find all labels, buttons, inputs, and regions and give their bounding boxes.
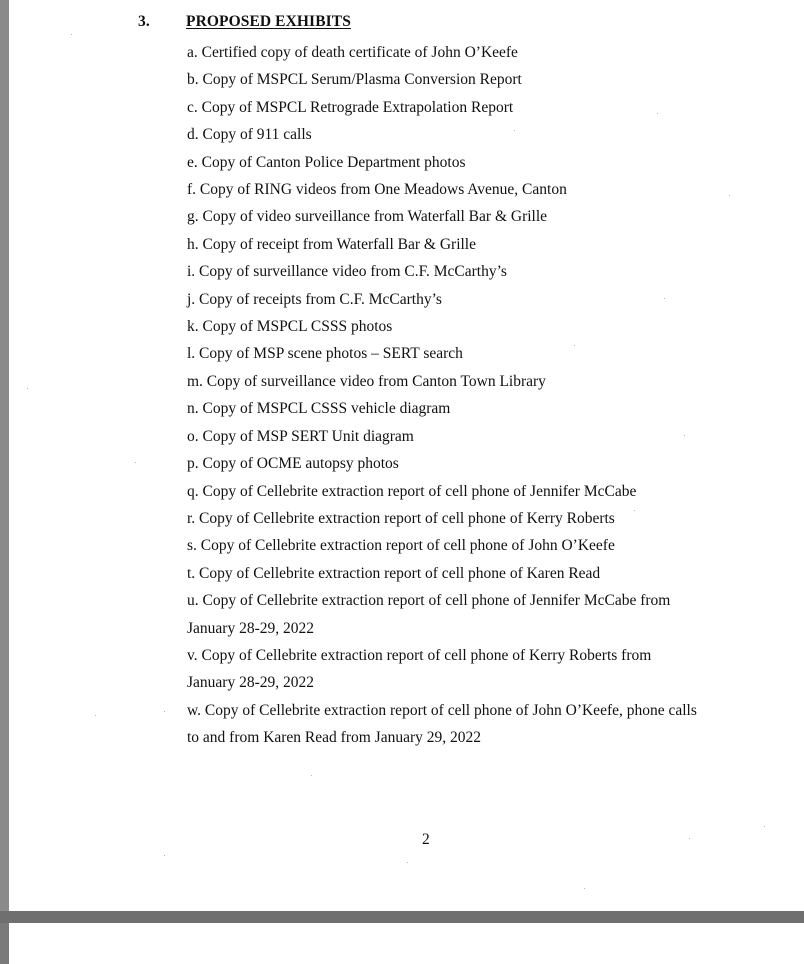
scan-speck [684,435,685,436]
section-title: PROPOSED EXHIBITS [186,13,351,30]
list-item: w. Copy of Cellebrite extraction report of cell phone of John O’Keefe, phone calls [187,701,697,719]
list-item-continuation: January 28-29, 2022 [187,674,314,692]
list-item: k. Copy of MSPCL CSSS photos [187,318,393,336]
scan-speck [657,113,658,114]
list-item: t. Copy of Cellebrite extraction report of cell phone of Karen Read [187,564,601,582]
scan-speck [407,862,408,863]
list-item: p. Copy of OCME autopsy photos [187,455,399,473]
list-item: r. Copy of Cellebrite extraction report of cell phone of Kerry Roberts [187,509,615,527]
scan-speck [27,388,28,389]
scan-speck [164,711,165,712]
list-item: h. Copy of receipt from Waterfall Bar & Grille [187,235,476,253]
scan-speck [574,345,575,346]
list-item: v. Copy of Cellebrite extraction report of cell phone of Kerry Roberts from [187,646,652,664]
scan-speck [764,826,765,827]
scan-speck [95,715,96,716]
scan-speck [584,888,585,889]
list-item: d. Copy of 911 calls [187,126,312,144]
scan-speck [634,510,635,511]
scan-speck [71,34,72,35]
list-item-continuation: January 28-29, 2022 [187,619,314,637]
document-page [9,0,804,911]
list-item: s. Copy of Cellebrite extraction report of cell phone of John O’Keefe [187,537,615,555]
list-item: l. Copy of MSP scene photos – SERT search [187,345,463,363]
list-item: e. Copy of Canton Police Department photos [187,153,466,171]
list-item: m. Copy of surveillance video from Canton Town Library [187,372,546,390]
scan-speck [729,195,730,196]
scan-speck [164,855,165,856]
scan-speck [689,838,690,839]
list-item: a. Certified copy of death certificate of John O’Keefe [187,44,518,61]
list-item: f. Copy of RING videos from One Meadows Avenue, Canton [187,181,567,199]
list-item: u. Copy of Cellebrite extraction report of cell phone of Jennifer McCabe from [187,592,671,610]
section-number: 3. [138,13,150,30]
page-separator [0,911,804,923]
next-page [9,923,804,964]
list-item: q. Copy of Cellebrite extraction report of cell phone of Jennifer McCabe [187,482,637,500]
viewer-left-gutter [0,0,9,911]
page-number: 2 [422,831,430,848]
exhibit-list [187,39,697,752]
list-item: j. Copy of receipts from C.F. McCarthy’s [187,290,442,308]
scan-speck [135,462,136,463]
list-item: b. Copy of MSPCL Serum/Plasma Conversion Report [187,71,522,89]
list-item: n. Copy of MSPCL CSSS vehicle diagram [187,400,451,418]
section-heading [138,13,351,31]
scan-speck [664,298,665,299]
list-item: o. Copy of MSP SERT Unit diagram [187,427,414,445]
list-item: i. Copy of surveillance video from C.F. McCarthy’s [187,263,507,281]
list-item: g. Copy of video surveillance from Waterfall Bar & Grille [187,208,548,226]
list-item: c. Copy of MSPCL Retrograde Extrapolation Report [187,98,514,116]
scan-speck [311,775,312,776]
scan-speck [514,130,515,131]
list-item-continuation: to and from Karen Read from January 29, 2022 [187,729,481,747]
